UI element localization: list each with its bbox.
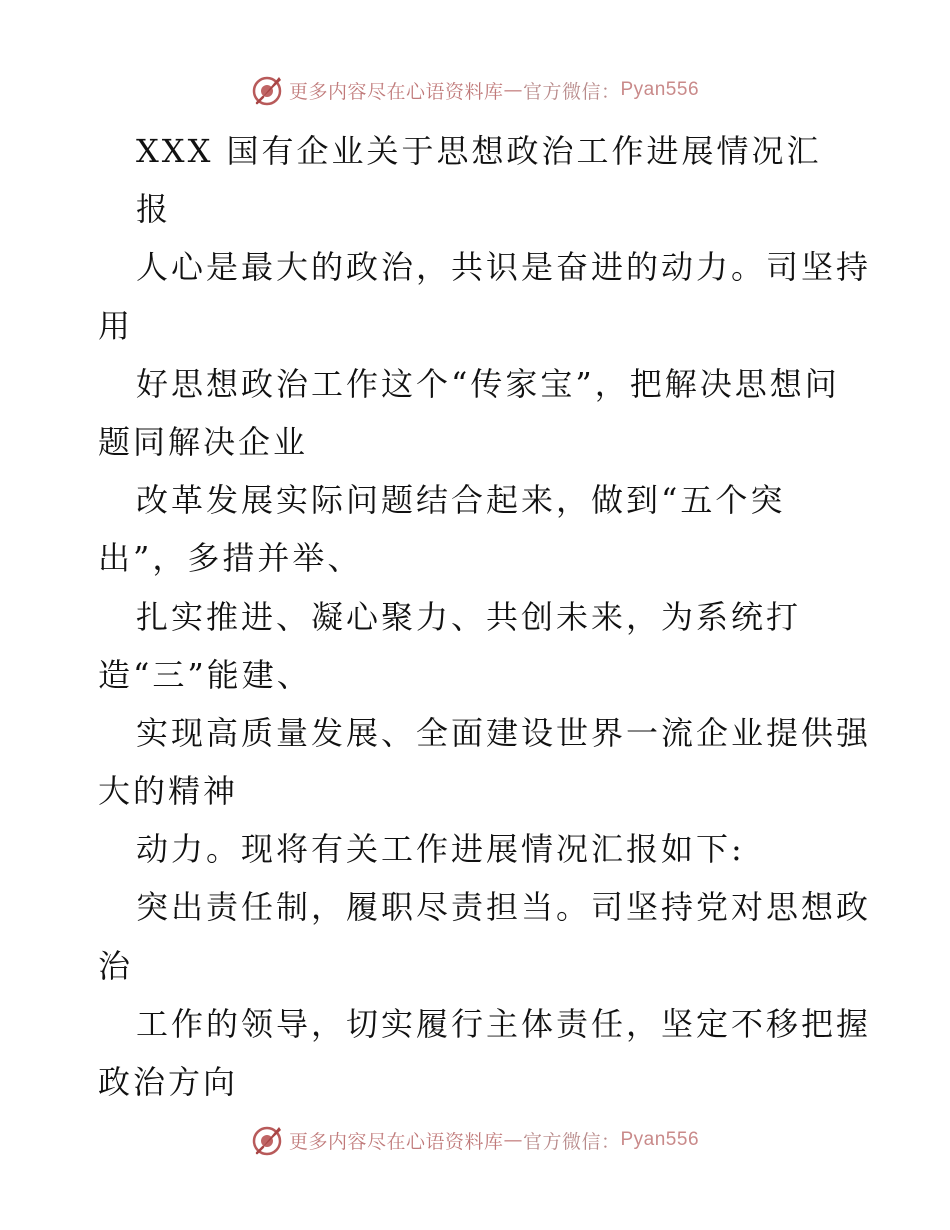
banner-separator: — bbox=[503, 1129, 523, 1151]
text-line: 人心是最大的政治，共识是奋进的动力。司坚持 bbox=[136, 248, 872, 287]
text-line: 出”，多措并举、 bbox=[98, 539, 363, 578]
text-line: 好思想政治工作这个“传家宝”，把解决思想问 bbox=[136, 364, 840, 403]
text-line: 工作的领导，切实履行主体责任，坚定不移把握 bbox=[136, 1004, 872, 1043]
footer-banner bbox=[0, 1120, 950, 1160]
header-banner bbox=[0, 70, 950, 110]
paragraph-lines bbox=[98, 238, 872, 1111]
text-line: 大的精神 bbox=[98, 772, 239, 811]
quill-logo-icon bbox=[251, 1123, 285, 1157]
text-line: 突出责任制，履职尽责担当。司坚持党对思想政 bbox=[136, 888, 872, 927]
wechat-id: Pyan556 bbox=[620, 79, 700, 100]
brand-text: 更多内容尽在心语资料库 bbox=[288, 1130, 504, 1153]
document-title-line-1: XXX 国有企业关于思想政治工作进展情况汇 bbox=[136, 132, 822, 170]
text-line: 用 bbox=[98, 306, 134, 345]
document-title-line-2: 报 bbox=[136, 190, 172, 229]
wechat-label: 官方微信： bbox=[522, 1130, 621, 1153]
text-line: 政治方向 bbox=[98, 1063, 239, 1101]
document-body bbox=[98, 122, 872, 1111]
wechat-id: Pyan556 bbox=[620, 1129, 700, 1150]
text-line: 造“三”能建、 bbox=[98, 655, 312, 694]
text-line: 实现高质量发展、全面建设世界一流企业提供强 bbox=[136, 713, 872, 752]
quill-logo-icon bbox=[251, 73, 285, 107]
wechat-label: 官方微信： bbox=[522, 80, 621, 103]
text-line: 改革发展实际问题结合起来，做到“五个突 bbox=[136, 481, 786, 520]
text-line: 扎实推进、凝心聚力、共创未来，为系统打 bbox=[136, 597, 802, 636]
text-line: 动力。现将有关工作进展情况汇报如下: bbox=[136, 830, 745, 869]
banner-separator: — bbox=[503, 79, 523, 101]
text-line: 题同解决企业 bbox=[98, 422, 309, 461]
brand-text: 更多内容尽在心语资料库 bbox=[288, 80, 504, 103]
text-line: 治 bbox=[98, 946, 134, 985]
